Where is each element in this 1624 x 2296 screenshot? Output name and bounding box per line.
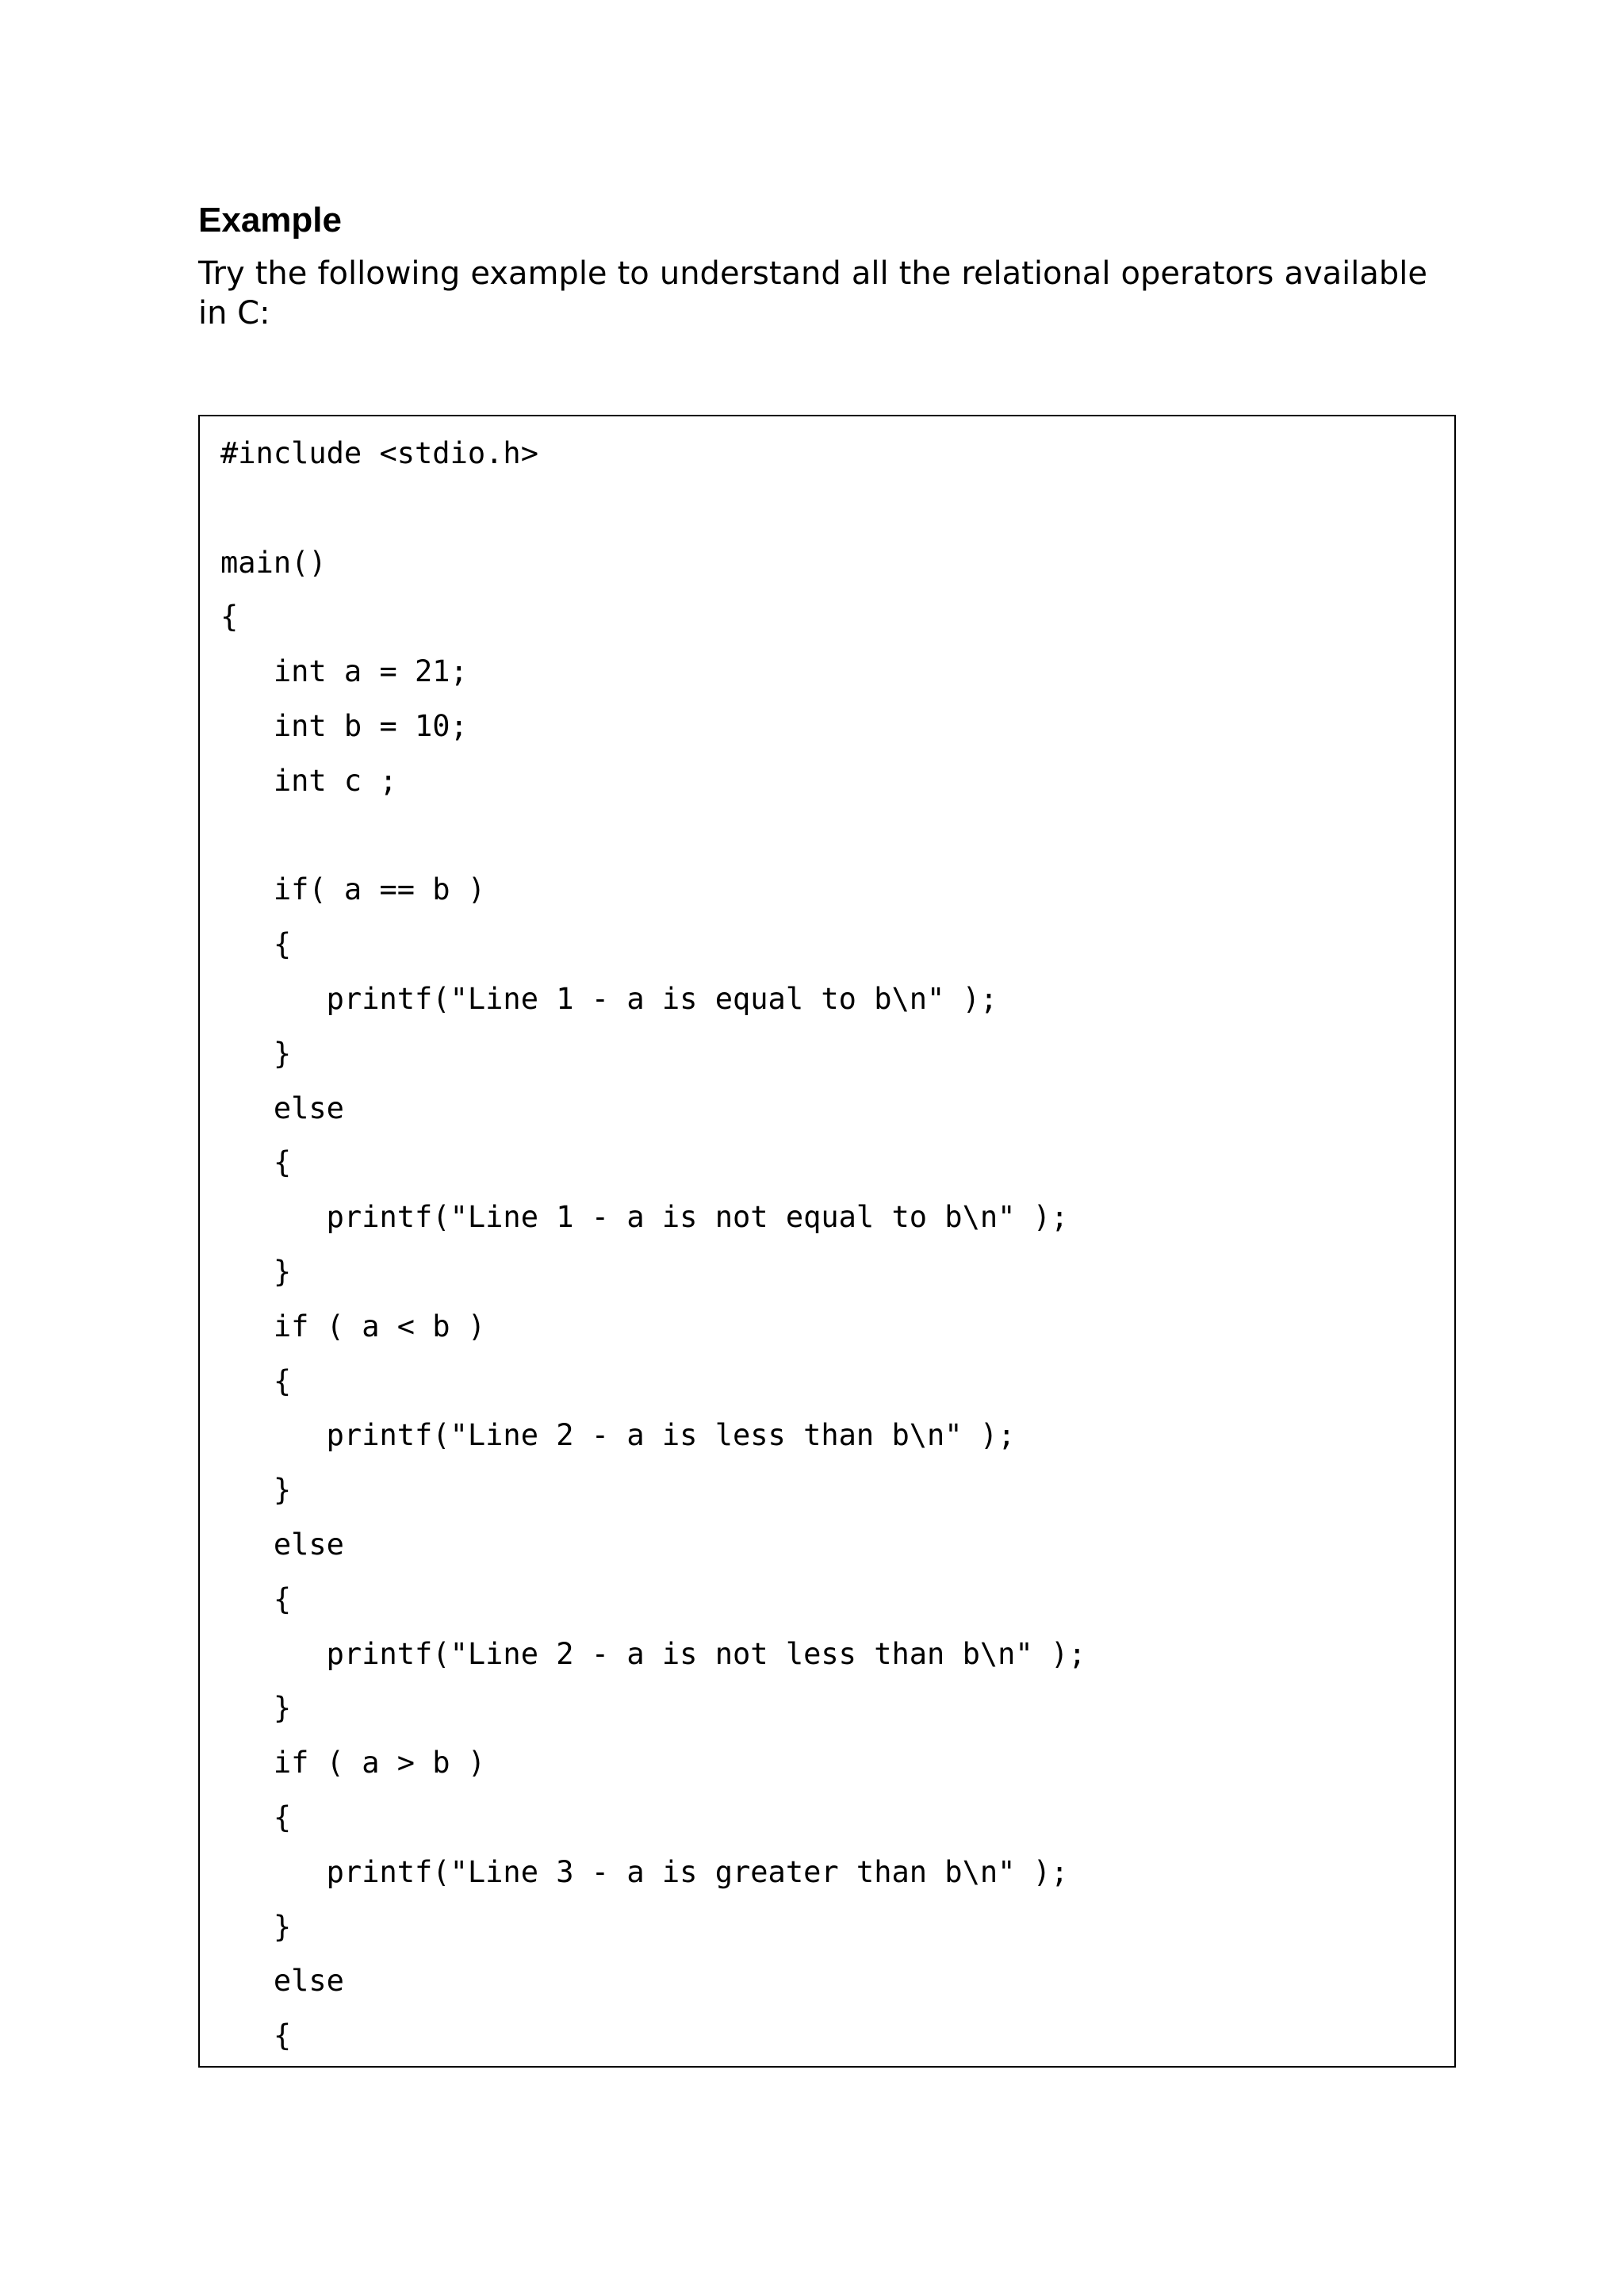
code-line: { [220,600,239,634]
code-line: { [220,2018,292,2053]
code-line: printf("Line 1 - a is not equal to b\n" ); [220,1200,1069,1235]
code-line: } [220,1909,292,1944]
code-line: { [220,1363,292,1398]
section-heading: Example [198,201,342,240]
code-line: printf("Line 2 - a is less than b\n" ); [220,1418,1016,1453]
code-line: } [220,1254,292,1289]
code-line: printf("Line 3 - a is greater than b\n" ); [220,1854,1069,1889]
code-line: if ( a < b ) [220,1309,486,1343]
code-line [220,816,1454,871]
code-line: { [220,1145,292,1180]
code-line: #include <stdio.h> [220,436,538,470]
code-line: printf("Line 1 - a is equal to b\n" ); [220,981,998,1016]
code-line: else [220,1527,344,1562]
code-line: if( a == b ) [220,872,486,907]
code-line: int c ; [220,763,397,798]
code-line: { [220,1800,292,1834]
intro-paragraph: Try the following example to understand all the relational operators available in C: [198,255,1427,332]
code-line: else [220,1964,344,1999]
code-line [220,489,1454,543]
code-line: } [220,1691,292,1726]
code-line: } [220,1036,292,1071]
code-line: main() [220,545,327,580]
code-line: int b = 10; [220,708,468,743]
code-line: { [220,927,292,962]
code-line: printf("Line 2 - a is not less than b\n" ); [220,1636,1086,1671]
code-line: } [220,1473,292,1508]
code-line: { [220,1581,292,1616]
code-line: if ( a > b ) [220,1746,486,1780]
code-line: int a = 21; [220,654,468,689]
code-block [198,415,1456,2068]
code-line: else [220,1091,344,1125]
